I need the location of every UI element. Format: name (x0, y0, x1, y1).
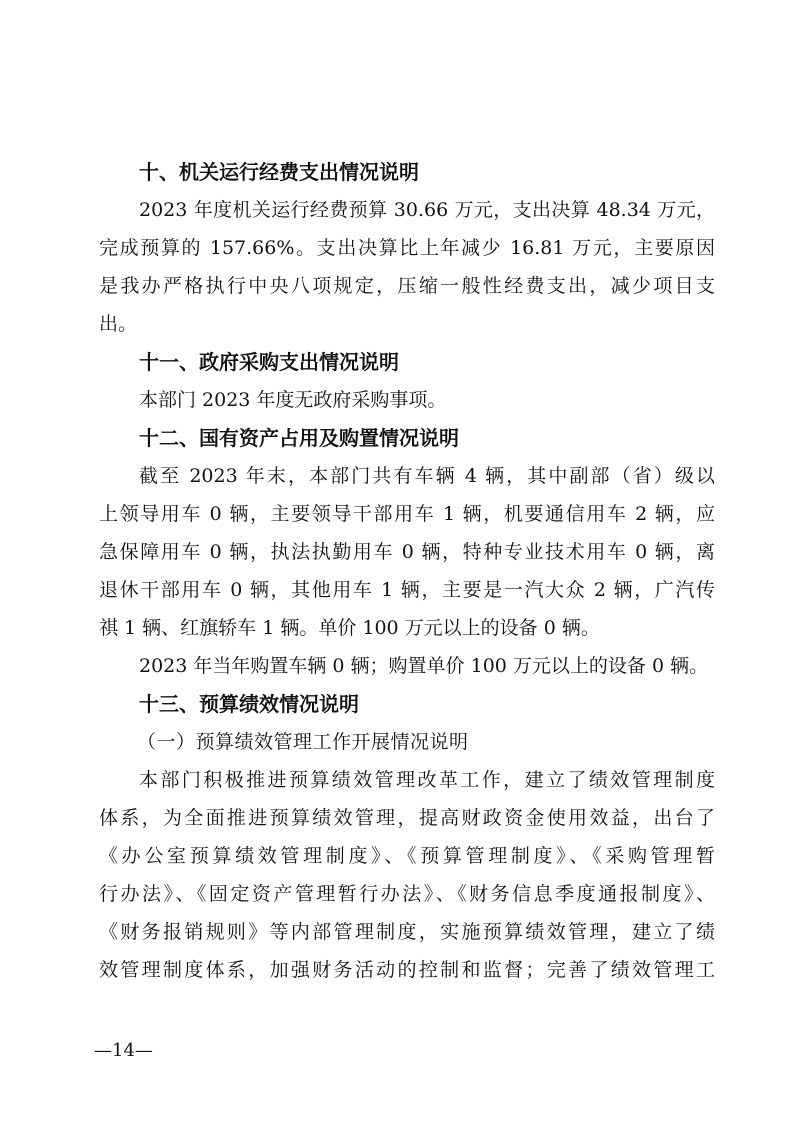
text-line: 是我办严格执行中央八项规定，压缩一般性经费支出，减少项目支 (99, 275, 715, 297)
text-line: 行办法》、《固定资产管理暂行办法》、《财务信息季度通报制度》、 (99, 883, 715, 905)
text-line: 本部门积极推进预算绩效管理改革工作，建立了绩效管理制度 (139, 769, 715, 791)
text-line: 截至 2023 年末，本部门共有车辆 4 辆，其中副部（省）级以 (139, 465, 715, 487)
text-line: 2023 年度机关运行经费预算 30.66 万元，支出决算 48.34 万元， (139, 199, 715, 221)
text-line: 体系，为全面推进预算绩效管理，提高财政资金使用效益，出台了 (99, 807, 715, 829)
subsection-heading: （一）预算绩效管理工作开展情况说明 (137, 731, 469, 753)
text-line: 效管理制度体系，加强财务活动的控制和监督；完善了绩效管理工 (99, 959, 715, 981)
text-line: 2023 年当年购置车辆 0 辆；购置单价 100 万元以上的设备 0 辆。 (139, 655, 709, 677)
text-line: 出。 (99, 313, 138, 335)
paragraph-performance-management (99, 761, 715, 989)
section-heading-13: 十三、预算绩效情况说明 (139, 692, 359, 716)
text-line: 急保障用车 0 辆，执法执勤用车 0 辆，特种专业技术用车 0 辆，离 (99, 541, 715, 563)
text-line: 退休干部用车 0 辆，其他用车 1 辆，主要是一汽大众 2 辆，广汽传 (99, 579, 715, 601)
paragraph-vehicles (99, 457, 715, 647)
page-number: —14— (94, 1040, 153, 1061)
paragraph-operating-expenses (99, 191, 715, 343)
section-heading-10: 十、机关运行经费支出情况说明 (139, 160, 419, 184)
text-line: 《财务报销规则》等内部管理制度，实施预算绩效管理，建立了绩 (99, 921, 715, 943)
section-heading-12: 十二、国有资产占用及购置情况说明 (139, 426, 459, 450)
document-body (99, 153, 715, 989)
text-line: 上领导用车 0 辆，主要领导干部用车 1 辆，机要通信用车 2 辆，应 (99, 503, 715, 525)
paragraph-vehicle-purchases (99, 647, 715, 685)
section-heading-11: 十一、政府采购支出情况说明 (139, 350, 399, 374)
text-line: 完成预算的 157.66%。支出决算比上年减少 16.81 万元，主要原因 (99, 237, 715, 259)
text-line: 祺 1 辆、红旗轿车 1 辆。单价 100 万元以上的设备 0 辆。 (99, 617, 600, 639)
text-line: 《办公室预算绩效管理制度》、《预算管理制度》、《采购管理暂 (99, 845, 715, 867)
paragraph-procurement (99, 381, 715, 419)
text-line: 本部门 2023 年度无政府采购事项。 (139, 389, 447, 411)
